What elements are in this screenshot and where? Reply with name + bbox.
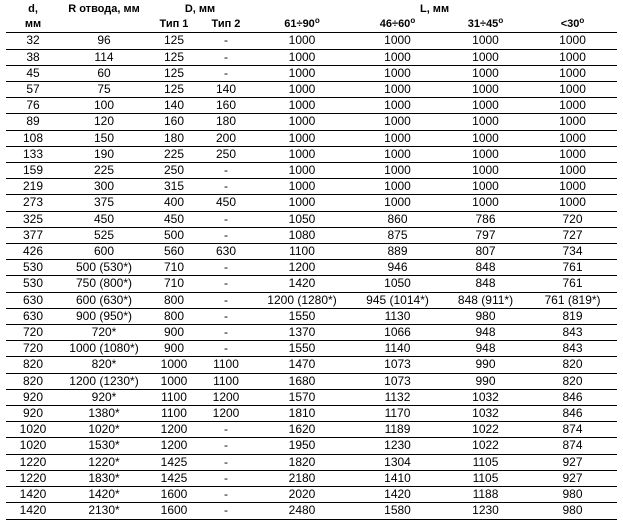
degree-sign: o [579, 17, 585, 26]
cell-d: 133 [6, 146, 60, 162]
cell-d: 89 [6, 114, 60, 130]
table-row [6, 195, 617, 211]
cell-L-61-90: 1550 [252, 341, 352, 357]
cell-L-31-45: 980 [443, 308, 528, 324]
cell-d: 426 [6, 244, 60, 260]
cell-d: 1020 [6, 438, 60, 454]
cell-D-type2: - [200, 487, 252, 503]
cell-D-type1: 180 [148, 130, 200, 146]
table-row [6, 146, 617, 162]
table-row [6, 227, 617, 243]
cell-L-61-90: 1000 [252, 82, 352, 98]
cell-L-46-60: 945 (1014*) [352, 292, 443, 308]
cell-D-type1: 1425 [148, 470, 200, 486]
cell-r: 1020* [60, 422, 148, 438]
cell-L-lt-30: 1000 [528, 65, 617, 81]
cell-D-type2: - [200, 454, 252, 470]
cell-L-46-60: 1000 [352, 195, 443, 211]
cell-r: 150 [60, 130, 148, 146]
cell-L-31-45: 1000 [443, 65, 528, 81]
table-row [6, 438, 617, 454]
cell-D-type2: 180 [200, 114, 252, 130]
cell-L-31-45: 1022 [443, 438, 528, 454]
table-row [6, 276, 617, 292]
cell-L-46-60: 946 [352, 260, 443, 276]
cell-D-type1: 1000 [148, 373, 200, 389]
cell-D-type1: 1200 [148, 422, 200, 438]
header-angle-46-60 [352, 17, 443, 33]
cell-L-46-60: 1410 [352, 470, 443, 486]
cell-d: 1220 [6, 454, 60, 470]
angle-range-label: 46÷60 [379, 18, 411, 31]
cell-r: 75 [60, 82, 148, 98]
header-row-2 [6, 17, 617, 33]
cell-D-type2: 1200 [200, 406, 252, 422]
header-d-unit: мм [24, 18, 42, 31]
table-row [6, 211, 617, 227]
cell-D-type1: 450 [148, 211, 200, 227]
cell-L-61-90: 1080 [252, 227, 352, 243]
cell-L-46-60: 1000 [352, 146, 443, 162]
cell-L-lt-30: 1000 [528, 114, 617, 130]
cell-L-lt-30: 727 [528, 227, 617, 243]
table-row [6, 487, 617, 503]
cell-d: 325 [6, 211, 60, 227]
cell-d: 57 [6, 82, 60, 98]
cell-L-61-90: 1620 [252, 422, 352, 438]
cell-d: 108 [6, 130, 60, 146]
cell-L-61-90: 1100 [252, 244, 352, 260]
cell-L-46-60: 875 [352, 227, 443, 243]
cell-r: 1200 (1230*) [60, 373, 148, 389]
cell-L-31-45: 797 [443, 227, 528, 243]
table-row [6, 325, 617, 341]
cell-L-46-60: 1000 [352, 114, 443, 130]
table-row [6, 389, 617, 405]
cell-L-31-45: 1000 [443, 114, 528, 130]
cell-L-31-45: 848 [443, 276, 528, 292]
cell-r: 450 [60, 211, 148, 227]
cell-L-46-60: 1170 [352, 406, 443, 422]
cell-L-61-90: 1420 [252, 276, 352, 292]
cell-L-46-60: 1130 [352, 308, 443, 324]
table-row [6, 130, 617, 146]
degree-sign: o [410, 17, 416, 26]
header-L: L, мм [419, 3, 450, 15]
cell-d: 377 [6, 227, 60, 243]
cell-L-46-60: 1000 [352, 65, 443, 81]
cell-D-type1: 315 [148, 179, 200, 195]
cell-L-61-90: 1370 [252, 325, 352, 341]
cell-L-46-60: 1000 [352, 163, 443, 179]
table-row [6, 114, 617, 130]
cell-D-type1: 1600 [148, 503, 200, 519]
cell-L-lt-30: 927 [528, 470, 617, 486]
cell-r: 600 (630*) [60, 292, 148, 308]
angle-range-label: 61÷90 [284, 18, 315, 31]
cell-D-type1: 900 [148, 341, 200, 357]
cell-L-46-60: 1000 [352, 130, 443, 146]
cell-L-46-60: 1073 [352, 357, 443, 373]
cell-D-type1: 140 [148, 98, 200, 114]
cell-D-type1: 900 [148, 325, 200, 341]
cell-L-46-60: 1140 [352, 341, 443, 357]
cell-r: 720* [60, 325, 148, 341]
angle-range-label: 31÷45 [467, 18, 499, 31]
cell-L-31-45: 1000 [443, 130, 528, 146]
cell-L-lt-30: 874 [528, 422, 617, 438]
cell-L-46-60: 1066 [352, 325, 443, 341]
cell-r: 60 [60, 65, 148, 81]
cell-r: 900 (950*) [60, 308, 148, 324]
cell-L-lt-30: 720 [528, 211, 617, 227]
table-row [6, 260, 617, 276]
cell-L-lt-30: 980 [528, 487, 617, 503]
cell-L-46-60: 1000 [352, 98, 443, 114]
cell-D-type2: 1100 [200, 373, 252, 389]
cell-d: 920 [6, 389, 60, 405]
cell-D-type1: 1000 [148, 357, 200, 373]
cell-D-type2: - [200, 227, 252, 243]
cell-L-31-45: 848 [443, 260, 528, 276]
header-r: R отвода, мм [68, 3, 140, 15]
table-row [6, 454, 617, 470]
cell-d: 530 [6, 276, 60, 292]
cell-L-61-90: 1000 [252, 195, 352, 211]
cell-D-type1: 125 [148, 82, 200, 98]
cell-L-lt-30: 1000 [528, 146, 617, 162]
table-row [6, 65, 617, 81]
table-row [6, 82, 617, 98]
cell-D-type2: 630 [200, 244, 252, 260]
cell-D-type2: - [200, 325, 252, 341]
cell-L-61-90: 1570 [252, 389, 352, 405]
cell-L-lt-30: 1000 [528, 49, 617, 65]
cell-L-61-90: 1000 [252, 179, 352, 195]
header-row-1 [6, 2, 617, 17]
cell-D-type1: 710 [148, 276, 200, 292]
cell-L-61-90: 1000 [252, 163, 352, 179]
cell-D-type2: - [200, 65, 252, 81]
cell-L-46-60: 1050 [352, 276, 443, 292]
cell-L-lt-30: 761 [528, 276, 617, 292]
cell-D-type2: 1100 [200, 357, 252, 373]
header-d: d, [28, 3, 38, 15]
cell-L-lt-30: 1000 [528, 98, 617, 114]
cell-L-31-45: 1000 [443, 195, 528, 211]
cell-L-lt-30: 819 [528, 308, 617, 324]
cell-D-type2: 160 [200, 98, 252, 114]
cell-L-lt-30: 1000 [528, 33, 617, 49]
cell-L-31-45: 1032 [443, 406, 528, 422]
cell-D-type2: - [200, 470, 252, 486]
degree-sign: o [314, 17, 320, 26]
cell-d: 159 [6, 163, 60, 179]
cell-D-type1: 1600 [148, 487, 200, 503]
cell-r: 500 (530*) [60, 260, 148, 276]
cell-D-type2: 450 [200, 195, 252, 211]
cell-L-31-45: 1188 [443, 487, 528, 503]
cell-L-61-90: 1000 [252, 65, 352, 81]
cell-L-46-60: 1000 [352, 49, 443, 65]
cell-L-61-90: 1470 [252, 357, 352, 373]
table-row [6, 244, 617, 260]
header-angle-61-90 [252, 17, 352, 33]
table-row [6, 292, 617, 308]
table-row [6, 341, 617, 357]
cell-L-31-45: 1000 [443, 146, 528, 162]
cell-L-lt-30: 843 [528, 325, 617, 341]
cell-r: 1380* [60, 406, 148, 422]
cell-L-46-60: 1132 [352, 389, 443, 405]
cell-L-61-90: 2480 [252, 503, 352, 519]
cell-d: 720 [6, 341, 60, 357]
cell-d: 38 [6, 49, 60, 65]
cell-D-type2: 250 [200, 146, 252, 162]
cell-L-lt-30: 761 [528, 260, 617, 276]
cell-D-type2: - [200, 308, 252, 324]
table-row [6, 98, 617, 114]
cell-L-lt-30: 846 [528, 406, 617, 422]
cell-D-type2: 1200 [200, 389, 252, 405]
cell-L-lt-30: 874 [528, 438, 617, 454]
cell-r: 225 [60, 163, 148, 179]
cell-d: 1020 [6, 422, 60, 438]
cell-L-31-45: 1022 [443, 422, 528, 438]
cell-d: 720 [6, 325, 60, 341]
degree-sign: o [498, 17, 504, 26]
cell-r: 820* [60, 357, 148, 373]
cell-r: 920* [60, 389, 148, 405]
cell-r: 2130* [60, 503, 148, 519]
cell-D-type1: 250 [148, 163, 200, 179]
cell-L-lt-30: 820 [528, 357, 617, 373]
cell-D-type1: 400 [148, 195, 200, 211]
cell-D-type1: 125 [148, 49, 200, 65]
cell-L-61-90: 1000 [252, 114, 352, 130]
cell-r: 300 [60, 179, 148, 195]
cell-L-61-90: 2180 [252, 470, 352, 486]
cell-d: 45 [6, 65, 60, 81]
cell-L-61-90: 1050 [252, 211, 352, 227]
header-angle-lt-30 [528, 17, 617, 33]
cell-L-lt-30: 1000 [528, 163, 617, 179]
cell-L-lt-30: 1000 [528, 130, 617, 146]
cell-L-31-45: 1000 [443, 82, 528, 98]
cell-D-type2: - [200, 49, 252, 65]
cell-L-31-45: 1000 [443, 163, 528, 179]
cell-D-type1: 1100 [148, 389, 200, 405]
cell-r: 1220* [60, 454, 148, 470]
cell-L-46-60: 1000 [352, 82, 443, 98]
cell-D-type1: 125 [148, 65, 200, 81]
cell-D-type1: 560 [148, 244, 200, 260]
cell-d: 820 [6, 357, 60, 373]
header-type1: Тип 1 [159, 18, 189, 31]
cell-L-31-45: 948 [443, 341, 528, 357]
table-row [6, 373, 617, 389]
cell-L-31-45: 1000 [443, 98, 528, 114]
cell-L-46-60: 889 [352, 244, 443, 260]
table-row [6, 49, 617, 65]
cell-L-46-60: 1420 [352, 487, 443, 503]
table-row [6, 503, 617, 519]
cell-d: 1420 [6, 487, 60, 503]
cell-D-type2: - [200, 33, 252, 49]
table-row [6, 470, 617, 486]
cell-L-31-45: 948 [443, 325, 528, 341]
cell-d: 820 [6, 373, 60, 389]
header-type2: Тип 2 [211, 18, 241, 31]
table-row [6, 179, 617, 195]
cell-L-61-90: 1680 [252, 373, 352, 389]
cell-r: 600 [60, 244, 148, 260]
cell-L-61-90: 2020 [252, 487, 352, 503]
cell-L-61-90: 1000 [252, 146, 352, 162]
cell-L-31-45: 1230 [443, 503, 528, 519]
cell-D-type2: - [200, 341, 252, 357]
cell-L-31-45: 1000 [443, 33, 528, 49]
cell-r: 525 [60, 227, 148, 243]
cell-D-type1: 800 [148, 308, 200, 324]
cell-L-61-90: 1000 [252, 130, 352, 146]
cell-d: 219 [6, 179, 60, 195]
cell-D-type2: - [200, 163, 252, 179]
cell-D-type2: - [200, 503, 252, 519]
cell-d: 530 [6, 260, 60, 276]
cell-r: 1830* [60, 470, 148, 486]
cell-d: 920 [6, 406, 60, 422]
cell-L-61-90: 1200 (1280*) [252, 292, 352, 308]
cell-D-type2: 140 [200, 82, 252, 98]
cell-D-type2: - [200, 422, 252, 438]
cell-r: 1000 (1080*) [60, 341, 148, 357]
cell-d: 1220 [6, 470, 60, 486]
cell-r: 120 [60, 114, 148, 130]
cell-r: 100 [60, 98, 148, 114]
cell-L-31-45: 1000 [443, 179, 528, 195]
cell-L-46-60: 1073 [352, 373, 443, 389]
cell-D-type2: - [200, 260, 252, 276]
cell-L-61-90: 1200 [252, 260, 352, 276]
cell-L-lt-30: 820 [528, 373, 617, 389]
cell-d: 273 [6, 195, 60, 211]
cell-L-lt-30: 927 [528, 454, 617, 470]
cell-L-61-90: 1000 [252, 49, 352, 65]
table-row [6, 163, 617, 179]
cell-D-type1: 1425 [148, 454, 200, 470]
cell-L-61-90: 1810 [252, 406, 352, 422]
cell-L-46-60: 1304 [352, 454, 443, 470]
cell-d: 1420 [6, 503, 60, 519]
cell-L-31-45: 990 [443, 357, 528, 373]
cell-D-type2: - [200, 292, 252, 308]
cell-L-31-45: 990 [443, 373, 528, 389]
angle-range-label: <30 [560, 18, 580, 31]
cell-L-lt-30: 980 [528, 503, 617, 519]
cell-r: 375 [60, 195, 148, 211]
table-row [6, 308, 617, 324]
cell-L-lt-30: 1000 [528, 179, 617, 195]
cell-L-46-60: 1189 [352, 422, 443, 438]
cell-L-lt-30: 1000 [528, 195, 617, 211]
cell-L-61-90: 1000 [252, 98, 352, 114]
cell-d: 630 [6, 292, 60, 308]
cell-D-type1: 125 [148, 33, 200, 49]
cell-r: 750 (800*) [60, 276, 148, 292]
cell-L-31-45: 1032 [443, 389, 528, 405]
cell-D-type1: 710 [148, 260, 200, 276]
cell-L-31-45: 1000 [443, 49, 528, 65]
cell-L-31-45: 1105 [443, 454, 528, 470]
cell-D-type2: 200 [200, 130, 252, 146]
cell-r: 190 [60, 146, 148, 162]
header-angle-31-45 [443, 17, 528, 33]
table-row [6, 406, 617, 422]
header-r-blank [60, 17, 148, 33]
cell-L-31-45: 807 [443, 244, 528, 260]
cell-d: 32 [6, 33, 60, 49]
cell-r: 114 [60, 49, 148, 65]
cell-r: 1530* [60, 438, 148, 454]
cell-r: 96 [60, 33, 148, 49]
cell-L-lt-30: 843 [528, 341, 617, 357]
bend-dimensions-table [6, 2, 617, 520]
cell-L-46-60: 1000 [352, 179, 443, 195]
cell-d: 76 [6, 98, 60, 114]
cell-L-61-90: 1950 [252, 438, 352, 454]
cell-r: 1420* [60, 487, 148, 503]
cell-D-type1: 225 [148, 146, 200, 162]
cell-D-type1: 500 [148, 227, 200, 243]
cell-L-31-45: 1105 [443, 470, 528, 486]
cell-L-31-45: 848 (911*) [443, 292, 528, 308]
header-D: D, мм [184, 3, 216, 15]
cell-d: 630 [6, 308, 60, 324]
cell-D-type2: - [200, 179, 252, 195]
cell-L-lt-30: 734 [528, 244, 617, 260]
cell-L-lt-30: 761 (819*) [528, 292, 617, 308]
cell-D-type1: 160 [148, 114, 200, 130]
cell-L-61-90: 1550 [252, 308, 352, 324]
cell-D-type2: - [200, 276, 252, 292]
cell-L-46-60: 1580 [352, 503, 443, 519]
cell-L-46-60: 1000 [352, 33, 443, 49]
cell-L-31-45: 786 [443, 211, 528, 227]
cell-D-type1: 800 [148, 292, 200, 308]
table-row [6, 422, 617, 438]
cell-L-lt-30: 1000 [528, 82, 617, 98]
cell-D-type2: - [200, 438, 252, 454]
cell-L-lt-30: 846 [528, 389, 617, 405]
cell-L-46-60: 1230 [352, 438, 443, 454]
table-row [6, 357, 617, 373]
table-row [6, 33, 617, 49]
cell-D-type1: 1200 [148, 438, 200, 454]
cell-L-61-90: 1000 [252, 33, 352, 49]
cell-D-type2: - [200, 211, 252, 227]
cell-L-46-60: 860 [352, 211, 443, 227]
cell-D-type1: 1100 [148, 406, 200, 422]
cell-L-61-90: 1820 [252, 454, 352, 470]
